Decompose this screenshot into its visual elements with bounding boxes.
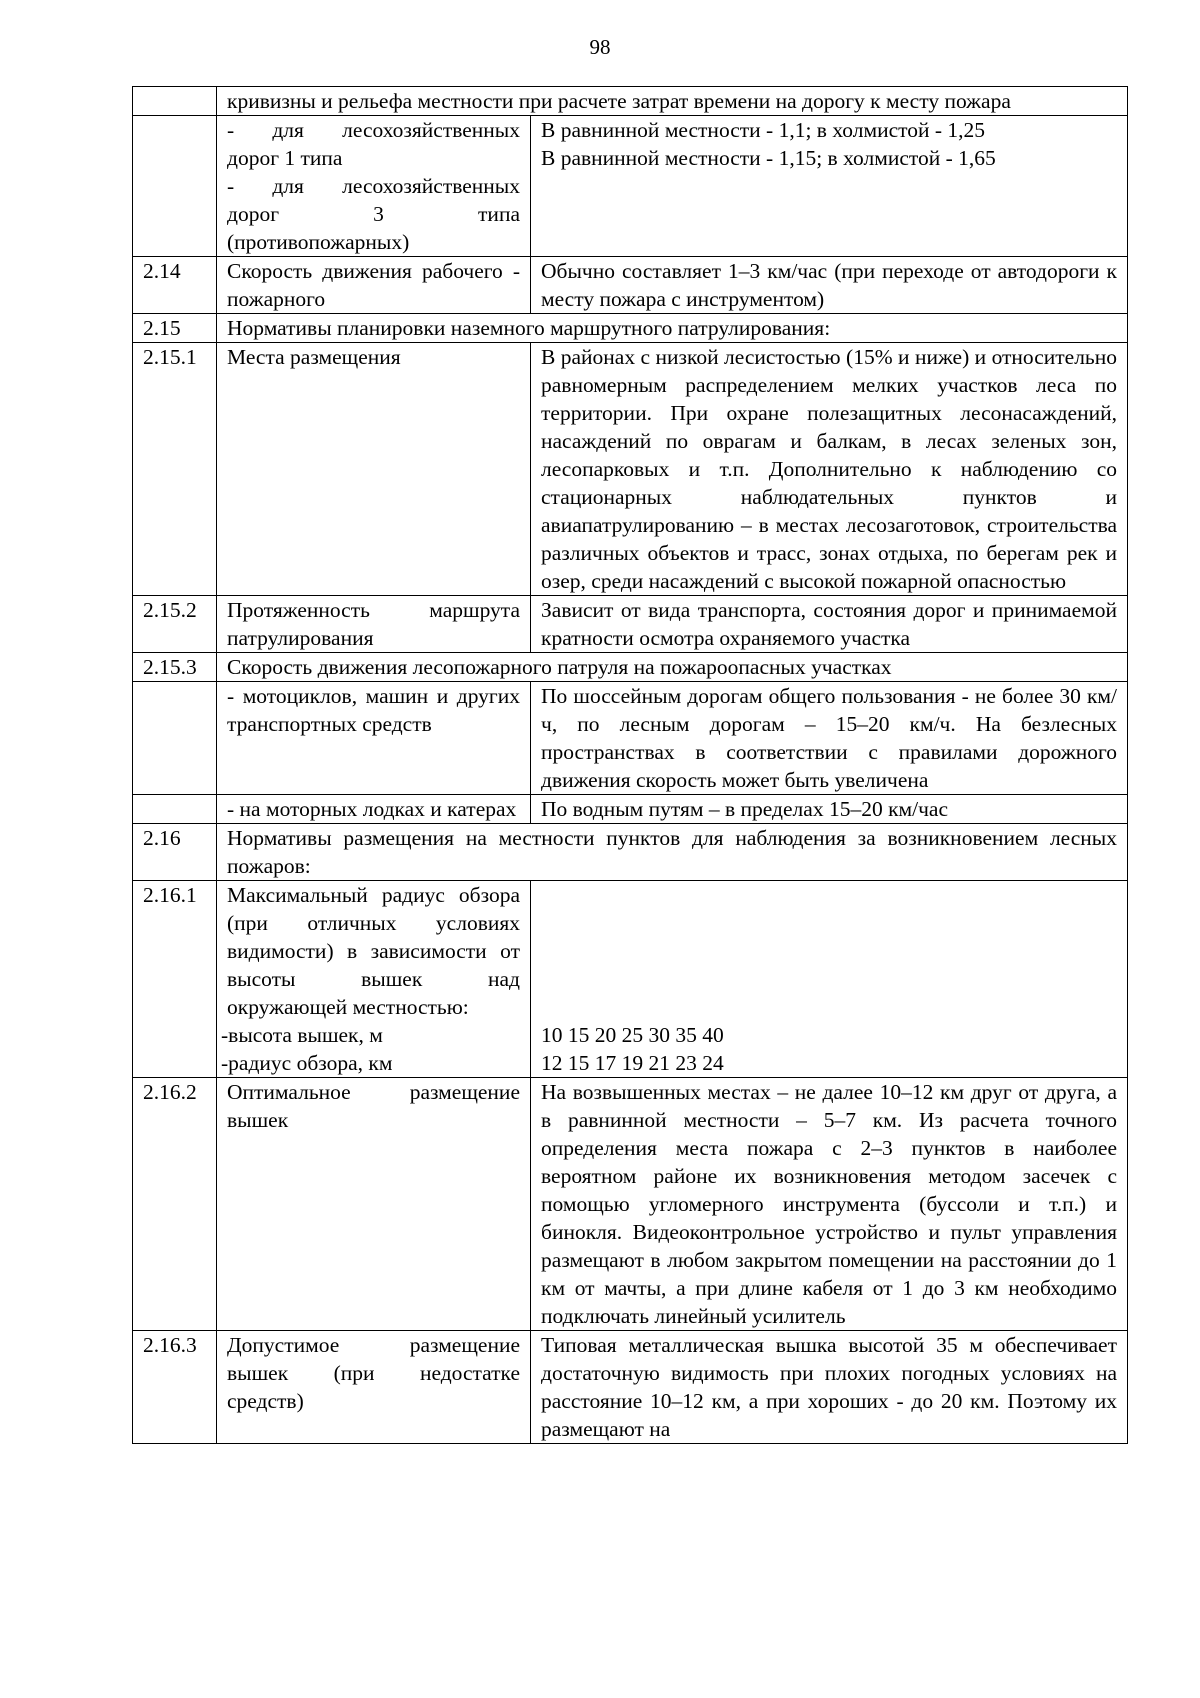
row-value bbox=[531, 116, 1128, 257]
table-row bbox=[133, 596, 1128, 653]
row-number bbox=[133, 682, 217, 795]
tower-height-values: 10 15 20 25 30 35 40 bbox=[541, 1023, 724, 1047]
row-parameter bbox=[217, 881, 531, 1078]
row-number bbox=[133, 116, 217, 257]
row-parameter: Места размещения bbox=[217, 343, 531, 596]
row-value: На возвышенных местах – не далее 10–12 км друг от друга, а в равнинной местности – 5–7 км. Из расчета точного определения места пожара с 2–3 пунктов в наиболее вероятном районе их возникновения методом засечек с помощью угломерного инструмента (буссоли и т.п.) и бинокля. Видеоконтрольное устройство и пульт управления размещают в любом закрытом помещении на расстоянии до 1 км от мачты, а при длине кабеля от 1 до 3 км необходимо подключать линейный усилитель bbox=[531, 1078, 1128, 1331]
table-row bbox=[133, 314, 1128, 343]
value-line: В равнинной местности - 1,15; в холмистой - 1,65 bbox=[541, 146, 996, 170]
parameter-line: (противопожарных) bbox=[227, 230, 410, 254]
table-row bbox=[133, 343, 1128, 596]
row-span-text: Скорость движения лесопожарного патруля на пожароопасных участках bbox=[217, 653, 1128, 682]
parameter-subline: -высота вышек, м bbox=[221, 1023, 383, 1047]
row-value: В районах с низкой лесистостью (15% и ниже) и относительно равномерным распределением мелких участков леса по территории. При охране полезащитных лесонасаждений, насаждений по оврагам и балкам, в лесах зеленых зон, лесопарковых и т.п. Дополнительно к наблюдению со стационарных наблюдательных пунктов и авиапатрулированию – в местах лесозаготовок, строительства различных объектов и трасс, зонах отдыха, по берегам рек и озер, среди насаждений с высокой пожарной опасностью bbox=[531, 343, 1128, 596]
row-number: 2.16.1 bbox=[133, 881, 217, 1078]
table-row bbox=[133, 1078, 1128, 1331]
table-row bbox=[133, 116, 1128, 257]
parameter-line: - для лесохозяйственных bbox=[227, 174, 520, 198]
table-row bbox=[133, 257, 1128, 314]
parameter-line: дорог 1 типа bbox=[227, 146, 343, 170]
row-number: 2.16 bbox=[133, 824, 217, 881]
row-number: 2.15.3 bbox=[133, 653, 217, 682]
page-number: 98 bbox=[589, 35, 611, 59]
table-row bbox=[133, 1331, 1128, 1444]
parameter-line: дорог 3 типа bbox=[227, 202, 520, 226]
row-value: Зависит от вида транспорта, состояния дорог и принимаемой кратности осмотра охраняемого участка bbox=[531, 596, 1128, 653]
row-number: 2.15 bbox=[133, 314, 217, 343]
parameter-subline: -радиус обзора, км bbox=[221, 1051, 393, 1075]
table-row bbox=[133, 653, 1128, 682]
row-parameter: Допустимое размещение вышек (при недостатке средств) bbox=[217, 1331, 531, 1444]
row-number: 2.15.2 bbox=[133, 596, 217, 653]
row-number: 2.14 bbox=[133, 257, 217, 314]
row-value: Типовая металлическая вышка высотой 35 м обеспечивает достаточную видимость при плохих погодных условиях на расстояние 10–12 км, а при хороших - до 20 км. Поэтому их размещают на bbox=[531, 1331, 1128, 1444]
view-radius-label: радиус обзора, км bbox=[228, 1051, 393, 1075]
table-row bbox=[133, 795, 1128, 824]
row-number: 2.15.1 bbox=[133, 343, 217, 596]
row-parameter: Скорость движения рабочего - пожарного bbox=[217, 257, 531, 314]
norms-table bbox=[132, 86, 1128, 1444]
table-row bbox=[133, 824, 1128, 881]
row-parameter: Оптимальное размещение вышек bbox=[217, 1078, 531, 1331]
parameter-line: - для лесохозяйственных bbox=[227, 118, 520, 142]
row-value: По шоссейным дорогам общего пользования - не более 30 км/ч, по лесным дорогам – 15–20 км/ч. На безлесных пространствах в соответствии с правилами дорожного движения скорость может быть увеличена bbox=[531, 682, 1128, 795]
row-value: По водным путям – в пределах 15–20 км/час bbox=[531, 795, 1128, 824]
table-row bbox=[133, 682, 1128, 795]
tower-height-label: высота вышек, м bbox=[228, 1023, 383, 1047]
view-radius-values: 12 15 17 19 21 23 24 bbox=[541, 1051, 724, 1075]
table-row bbox=[133, 87, 1128, 116]
row-number bbox=[133, 87, 217, 116]
row-parameter: - мотоциклов, машин и других транспортных средств bbox=[217, 682, 531, 795]
row-span-text: Нормативы планировки наземного маршрутного патрулирования: bbox=[217, 314, 1128, 343]
row-number: 2.16.2 bbox=[133, 1078, 217, 1331]
row-span-text: кривизны и рельефа местности при расчете затрат времени на дорогу к месту пожара bbox=[217, 87, 1128, 116]
row-parameter: Протяженность маршрута патрулирования bbox=[217, 596, 531, 653]
table-row bbox=[133, 881, 1128, 1078]
row-number bbox=[133, 795, 217, 824]
row-parameter bbox=[217, 116, 531, 257]
parameter-text: Максимальный радиус обзора (при отличных условиях видимости) в зависимости от высоты вышек над окружающей местностью: bbox=[227, 883, 520, 1019]
row-span-text: Нормативы размещения на местности пунктов для наблюдения за возникновением лесных пожаров: bbox=[217, 824, 1128, 881]
row-parameter: - на моторных лодках и катерах bbox=[217, 795, 531, 824]
value-line: В равнинной местности - 1,1; в холмистой - 1,25 bbox=[541, 118, 986, 142]
row-value: Обычно составляет 1–3 км/час (при переходе от автодороги к месту пожара с инструментом) bbox=[531, 257, 1128, 314]
row-value bbox=[531, 881, 1128, 1078]
row-number: 2.16.3 bbox=[133, 1331, 217, 1444]
